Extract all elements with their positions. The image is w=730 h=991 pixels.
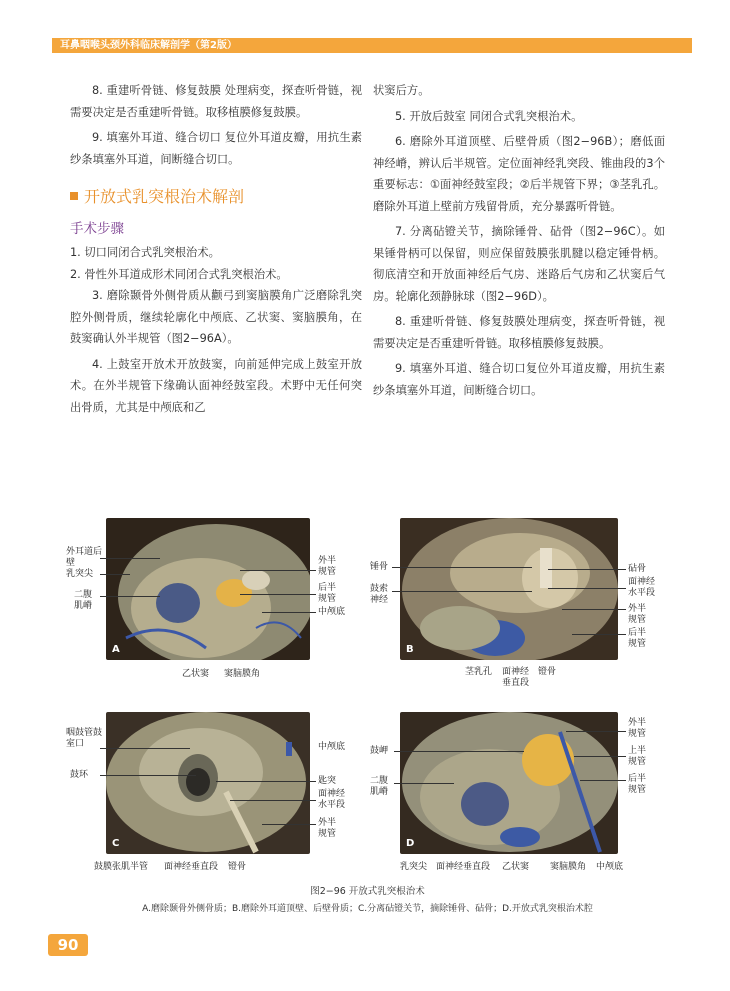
leader-line (562, 609, 626, 610)
leader-line (580, 780, 626, 781)
step-8: 8. 重建听骨链、修复鼓膜处理病变，探查听骨链，视需要决定是否重建听骨链。取移植膜修复鼓膜。 (373, 315, 665, 350)
label-c-tensor-canal: 鼓膜张肌半管 (94, 862, 149, 872)
label-a-lateral-canal: 外半规管 (318, 556, 337, 577)
label-a-posterior-canal: 后半规管 (318, 583, 337, 604)
label-d-digastric-ridge: 二腹肌嵴 (370, 776, 389, 797)
label-d-posterior-canal: 后半规管 (628, 774, 647, 795)
leader-line (100, 748, 190, 749)
label-d-middle-fossa: 中颅底 (596, 862, 624, 872)
leader-line (240, 570, 316, 571)
leader-line (100, 775, 196, 776)
panel-letter: B (406, 644, 414, 655)
figure-panel-a-photo (106, 518, 310, 660)
label-a-ear-canal-wall: 外耳道后壁 (66, 547, 103, 568)
leader-line (262, 824, 316, 825)
leader-line (574, 756, 626, 757)
paragraph-continued: 状窦后方。 (373, 84, 430, 97)
leader-line (392, 567, 532, 568)
step-7: 7. 分离砧镫关节，摘除锤骨、砧骨（图2−96C）。如果锤骨柄可以保留，则应保留鼓膜张肌腱以稳定锤骨柄。彻底清空和开放面神经后气房、迷路后气房和乙状窦后气房。轮廓化颈静脉球（图2−96D）。 (373, 225, 665, 303)
running-header (52, 38, 692, 53)
panel-letter: D (406, 838, 415, 849)
figure-title: 图2−96 开放式乳突根治术 (310, 886, 425, 897)
leader-line (262, 612, 316, 613)
leader-line (240, 594, 316, 595)
label-d-sinodural-angle: 窦脑膜角 (550, 862, 587, 872)
label-a-sinodural-angle: 窦脑膜角 (224, 669, 261, 679)
leader-line (394, 783, 454, 784)
left-column (70, 80, 362, 418)
leader-line (572, 634, 626, 635)
label-c-lateral-canal: 外半规管 (318, 818, 337, 839)
leader-line (566, 731, 626, 732)
section-heading-text: 开放式乳突根治术解剖 (84, 187, 245, 206)
step-6: 6. 磨除外耳道顶壁、后壁骨质（图2−96B）；磨低面神经嵴，辨认后半规管。定位面神经乳突段、锥曲段的3个重要标志：①面神经鼓室段；②后半规管下界；③茎乳孔。磨除外耳道上壁前方残留骨质，充分暴露听骨链。 (373, 135, 665, 213)
label-b-stylomastoid-foramen: 茎乳孔 (465, 667, 493, 677)
label-b-chorda-tympani: 鼓索神经 (370, 584, 389, 605)
label-b-incus: 砧骨 (628, 564, 647, 574)
paragraph: 8. 重建听骨链、修复鼓膜 处理病变，探查听骨链，视需要决定是否重建听骨链。取移植膜修复鼓膜。 (70, 84, 362, 119)
leader-line (100, 574, 130, 575)
panel-letter: A (112, 644, 120, 655)
label-d-mastoid-tip: 乳突尖 (400, 862, 428, 872)
step-1: 1. 切口同闭合式乳突根治术。 (70, 246, 220, 259)
step-9: 9. 填塞外耳道、缝合切口复位外耳道皮瓣，用抗生素纱条填塞外耳道，间断缝合切口。 (373, 362, 665, 397)
right-column (373, 80, 665, 401)
label-b-facial-horizontal: 面神经水平段 (628, 577, 656, 598)
label-b-malleus: 锤骨 (370, 562, 389, 572)
label-a-digastric-ridge: 二腹肌嵴 (74, 590, 93, 611)
leader-line (548, 569, 626, 570)
figure-panel-c-photo (106, 712, 310, 854)
leader-line (100, 596, 160, 597)
step-4: 4. 上鼓室开放术开放鼓窦，向前延伸完成上鼓室开放术。在外半规管下缘确认面神经鼓室段。术野中无任何突出骨质，尤其是中颅底和乙 (70, 357, 362, 414)
book-title: 耳鼻咽喉头颈外科临床解剖学（第2版） (60, 40, 237, 51)
label-c-facial-vertical: 面神经垂直段 (164, 862, 219, 872)
label-d-lateral-canal: 外半规管 (628, 718, 647, 739)
step-2: 2. 骨性外耳道成形术同闭合式乳突根治术。 (70, 267, 288, 281)
page-number: 90 (48, 934, 88, 956)
square-bullet-icon (70, 192, 78, 200)
label-c-eustachian-orifice: 咽鼓管鼓室口 (66, 728, 103, 749)
step-3: 3. 磨除颞骨外侧骨质从颧弓到窦脑膜角广泛磨除乳突腔外侧骨质，继续轮廓化中颅底、乙状窦、窦脑膜角，在鼓窦确认外半规管（图2−96A）。 (70, 289, 362, 345)
label-d-superior-canal: 上半规管 (628, 746, 647, 767)
leader-line (230, 800, 316, 801)
label-c-middle-fossa: 中颅底 (318, 742, 346, 752)
label-a-mastoid-tip: 乳突尖 (66, 569, 94, 579)
label-b-lateral-canal: 外半规管 (628, 604, 647, 625)
label-a-sigmoid-sinus: 乙状窦 (182, 669, 210, 679)
label-b-facial-vertical: 面神经垂直段 (502, 667, 530, 688)
label-d-sigmoid-sinus: 乙状窦 (502, 862, 530, 872)
label-d-promontory: 鼓岬 (370, 746, 389, 756)
section-heading (70, 184, 362, 210)
subsection-heading: 手术步骤 (70, 221, 124, 237)
label-d-facial-vertical: 面神经垂直段 (436, 862, 491, 872)
step-5: 5. 开放后鼓室 同闭合式乳突根治术。 (395, 109, 583, 123)
leader-line (394, 751, 524, 752)
panel-letter: C (112, 838, 120, 849)
leader-line (548, 588, 626, 589)
label-c-stapes: 镫骨 (228, 862, 247, 872)
label-c-annulus: 鼓环 (70, 770, 89, 780)
label-c-facial-horizontal: 面神经水平段 (318, 789, 346, 810)
paragraph: 9. 填塞外耳道、缝合切口 复位外耳道皮瓣，用抗生素纱条填塞外耳道，间断缝合切口。 (70, 131, 362, 166)
leader-line (216, 781, 316, 782)
leader-line (392, 591, 532, 592)
label-a-middle-fossa: 中颅底 (318, 607, 346, 617)
figure-panel-b-photo (400, 518, 618, 660)
label-b-posterior-canal: 后半规管 (628, 628, 647, 649)
label-b-stapes: 镫骨 (538, 667, 557, 677)
figure-caption: A.磨除颞骨外侧骨质；B.磨除外耳道顶壁、后壁骨质；C.分离砧镫关节，摘除锤骨、砧骨；D.开放式乳突根治术腔 (142, 904, 593, 914)
label-c-cochleariform: 匙突 (318, 776, 337, 786)
leader-line (100, 558, 160, 559)
